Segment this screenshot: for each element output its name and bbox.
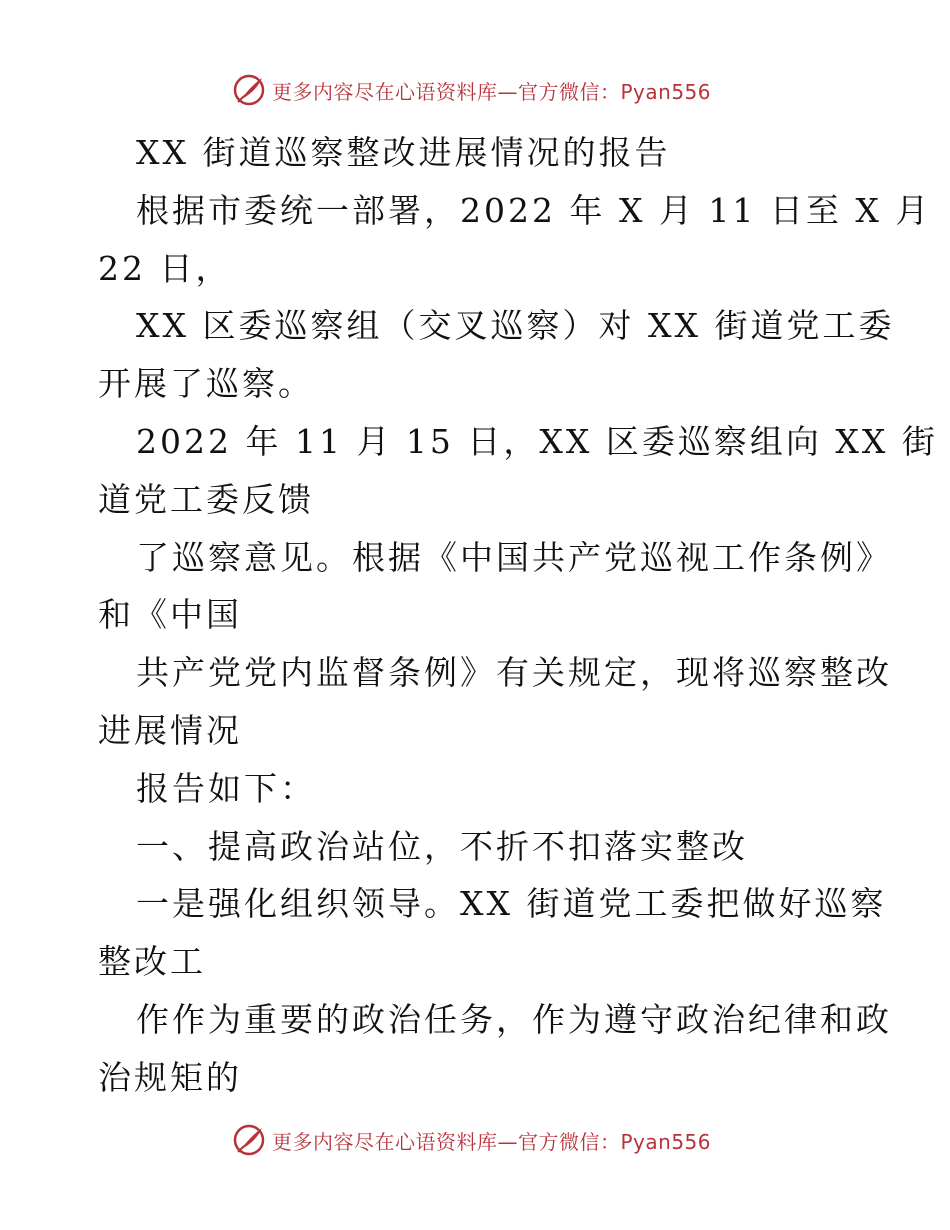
footer-watermark: [232, 1120, 711, 1160]
paragraph-line: 进展情况: [98, 710, 242, 750]
document-title: XX 街道巡察整改进展情况的报告: [136, 133, 671, 172]
header-watermark: [232, 70, 711, 110]
paragraph-line: 治规矩的: [98, 1057, 242, 1097]
paragraph-line: 2022 年 11 月 15 日，XX 区委巡察组向 XX 街: [136, 421, 938, 461]
paragraph-line: 22 日，: [98, 248, 232, 288]
paragraph-line: 整改工: [98, 942, 206, 982]
paragraph-line: 和《中国: [98, 595, 242, 635]
document-body: [98, 124, 938, 1107]
paragraph-line: 共产党党内监督条例》有关规定，现将巡察整改: [136, 653, 892, 693]
quill-logo-icon: [232, 1123, 266, 1157]
paragraph-line: 道党工委反馈: [98, 479, 314, 519]
section-heading: 一、提高政治站位，不折不扣落实整改: [136, 826, 748, 866]
paragraph-line: 报告如下：: [136, 768, 316, 808]
paragraph-line: 开展了巡察。: [98, 364, 314, 404]
paragraph-line: 了巡察意见。根据《中国共产党巡视工作条例》: [136, 537, 892, 577]
quill-logo-icon: [232, 73, 266, 107]
watermark-text: 更多内容尽在心语资料库—官方微信：Pyan556: [272, 1129, 712, 1154]
paragraph-line: 作作为重要的政治任务，作为遵守政治纪律和政: [136, 999, 892, 1039]
paragraph-line: 一是强化组织领导。XX 街道党工委把做好巡察: [136, 884, 887, 924]
paragraph-line: 根据市委统一部署，2022 年 X 月 11 日至 X 月: [136, 190, 932, 230]
paragraph-line: XX 区委巡察组（交叉巡察）对 XX 街道党工委: [136, 306, 895, 346]
watermark-text: 更多内容尽在心语资料库—官方微信：Pyan556: [272, 79, 712, 104]
